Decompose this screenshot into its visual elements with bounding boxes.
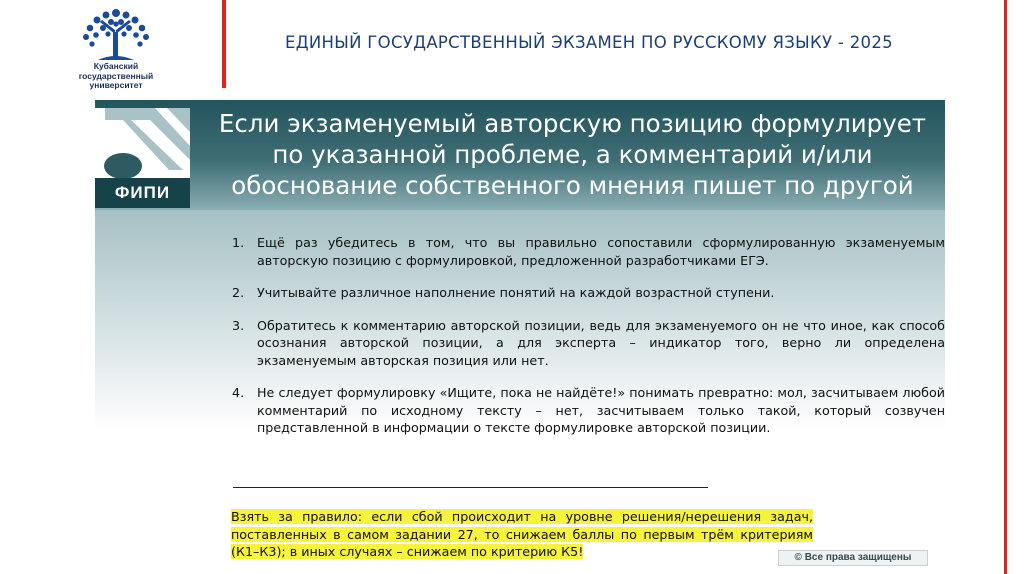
copyright-badge: © Все права защищены <box>778 550 928 566</box>
slide-heading-line-3: обоснование собственного мнения пишет по другой <box>231 171 914 200</box>
university-name-line-3: университет <box>89 80 143 90</box>
university-name-line-1: Кубанский <box>93 61 139 71</box>
highlighted-rule-text: Взять за правило: если сбой происходит на уровне решения/нерешения задач, поставленных в самом задании 27, то снижаем баллы по первым трём критериям (К1–К3); в иных случаях – снижаем по критерию К5! <box>231 509 813 559</box>
page-title: ЕДИНЫЙ ГОСУДАРСТВЕННЫЙ ЭКЗАМЕН ПО РУССКОМУ ЯЗЫКУ - 2025 <box>285 33 893 52</box>
tree-logo-icon <box>78 4 154 62</box>
list-item-text: Учитывайте различное наполнение понятий на каждой возрастной ступени. <box>257 285 775 300</box>
fipi-logo <box>95 108 190 200</box>
slide-image <box>95 100 945 572</box>
separator-line <box>233 487 708 488</box>
list-item-text: Не следует формулировку «Ищите, пока не найдёте!» понимать превратно: мол, засчитываем любой комментарий по исходному тексту – нет, засчитываем только такой, который созвучен представленной в информации о тексте формулировке авторской позиции. <box>257 385 945 435</box>
list-item <box>232 284 945 302</box>
recommendation-list <box>232 234 945 452</box>
university-name <box>68 62 164 91</box>
list-item-text: Обратитесь к комментарию авторской позиции, ведь для экзаменуемого он не что иное, как способ осознания авторской позиции, а для эксперта – индикатор того, верно ли определена экзаменуемым авторская позиция или нет. <box>257 317 945 368</box>
list-item-number: 1. <box>232 235 245 250</box>
list-item-number: 3. <box>232 317 245 333</box>
list-item-number: 4. <box>232 385 245 400</box>
highlighted-rule <box>231 508 813 561</box>
list-item <box>232 234 945 269</box>
list-item-text: Ещё раз убедитесь в том, что вы правильно сопоставили сформулированную экзаменуемым авторскую позицию с формулировкой, предложенной разработчиками ЕГЭ. <box>257 235 945 268</box>
right-edge-line <box>1004 0 1007 574</box>
university-name-line-2: государственный <box>78 70 154 81</box>
slide-heading <box>205 108 940 201</box>
list-item <box>232 384 945 437</box>
list-item <box>232 317 945 370</box>
slide-heading-line-2: по указанной проблеме, а комментарий и/или <box>272 140 873 169</box>
header-divider <box>222 0 226 88</box>
university-logo <box>68 4 164 96</box>
fipi-label: ФИПИ <box>95 178 190 208</box>
list-item-number: 2. <box>232 285 245 300</box>
fipi-emblem-icon <box>95 108 190 178</box>
slide-heading-line-1: Если экзаменуемый авторскую позицию формулирует <box>218 109 927 138</box>
